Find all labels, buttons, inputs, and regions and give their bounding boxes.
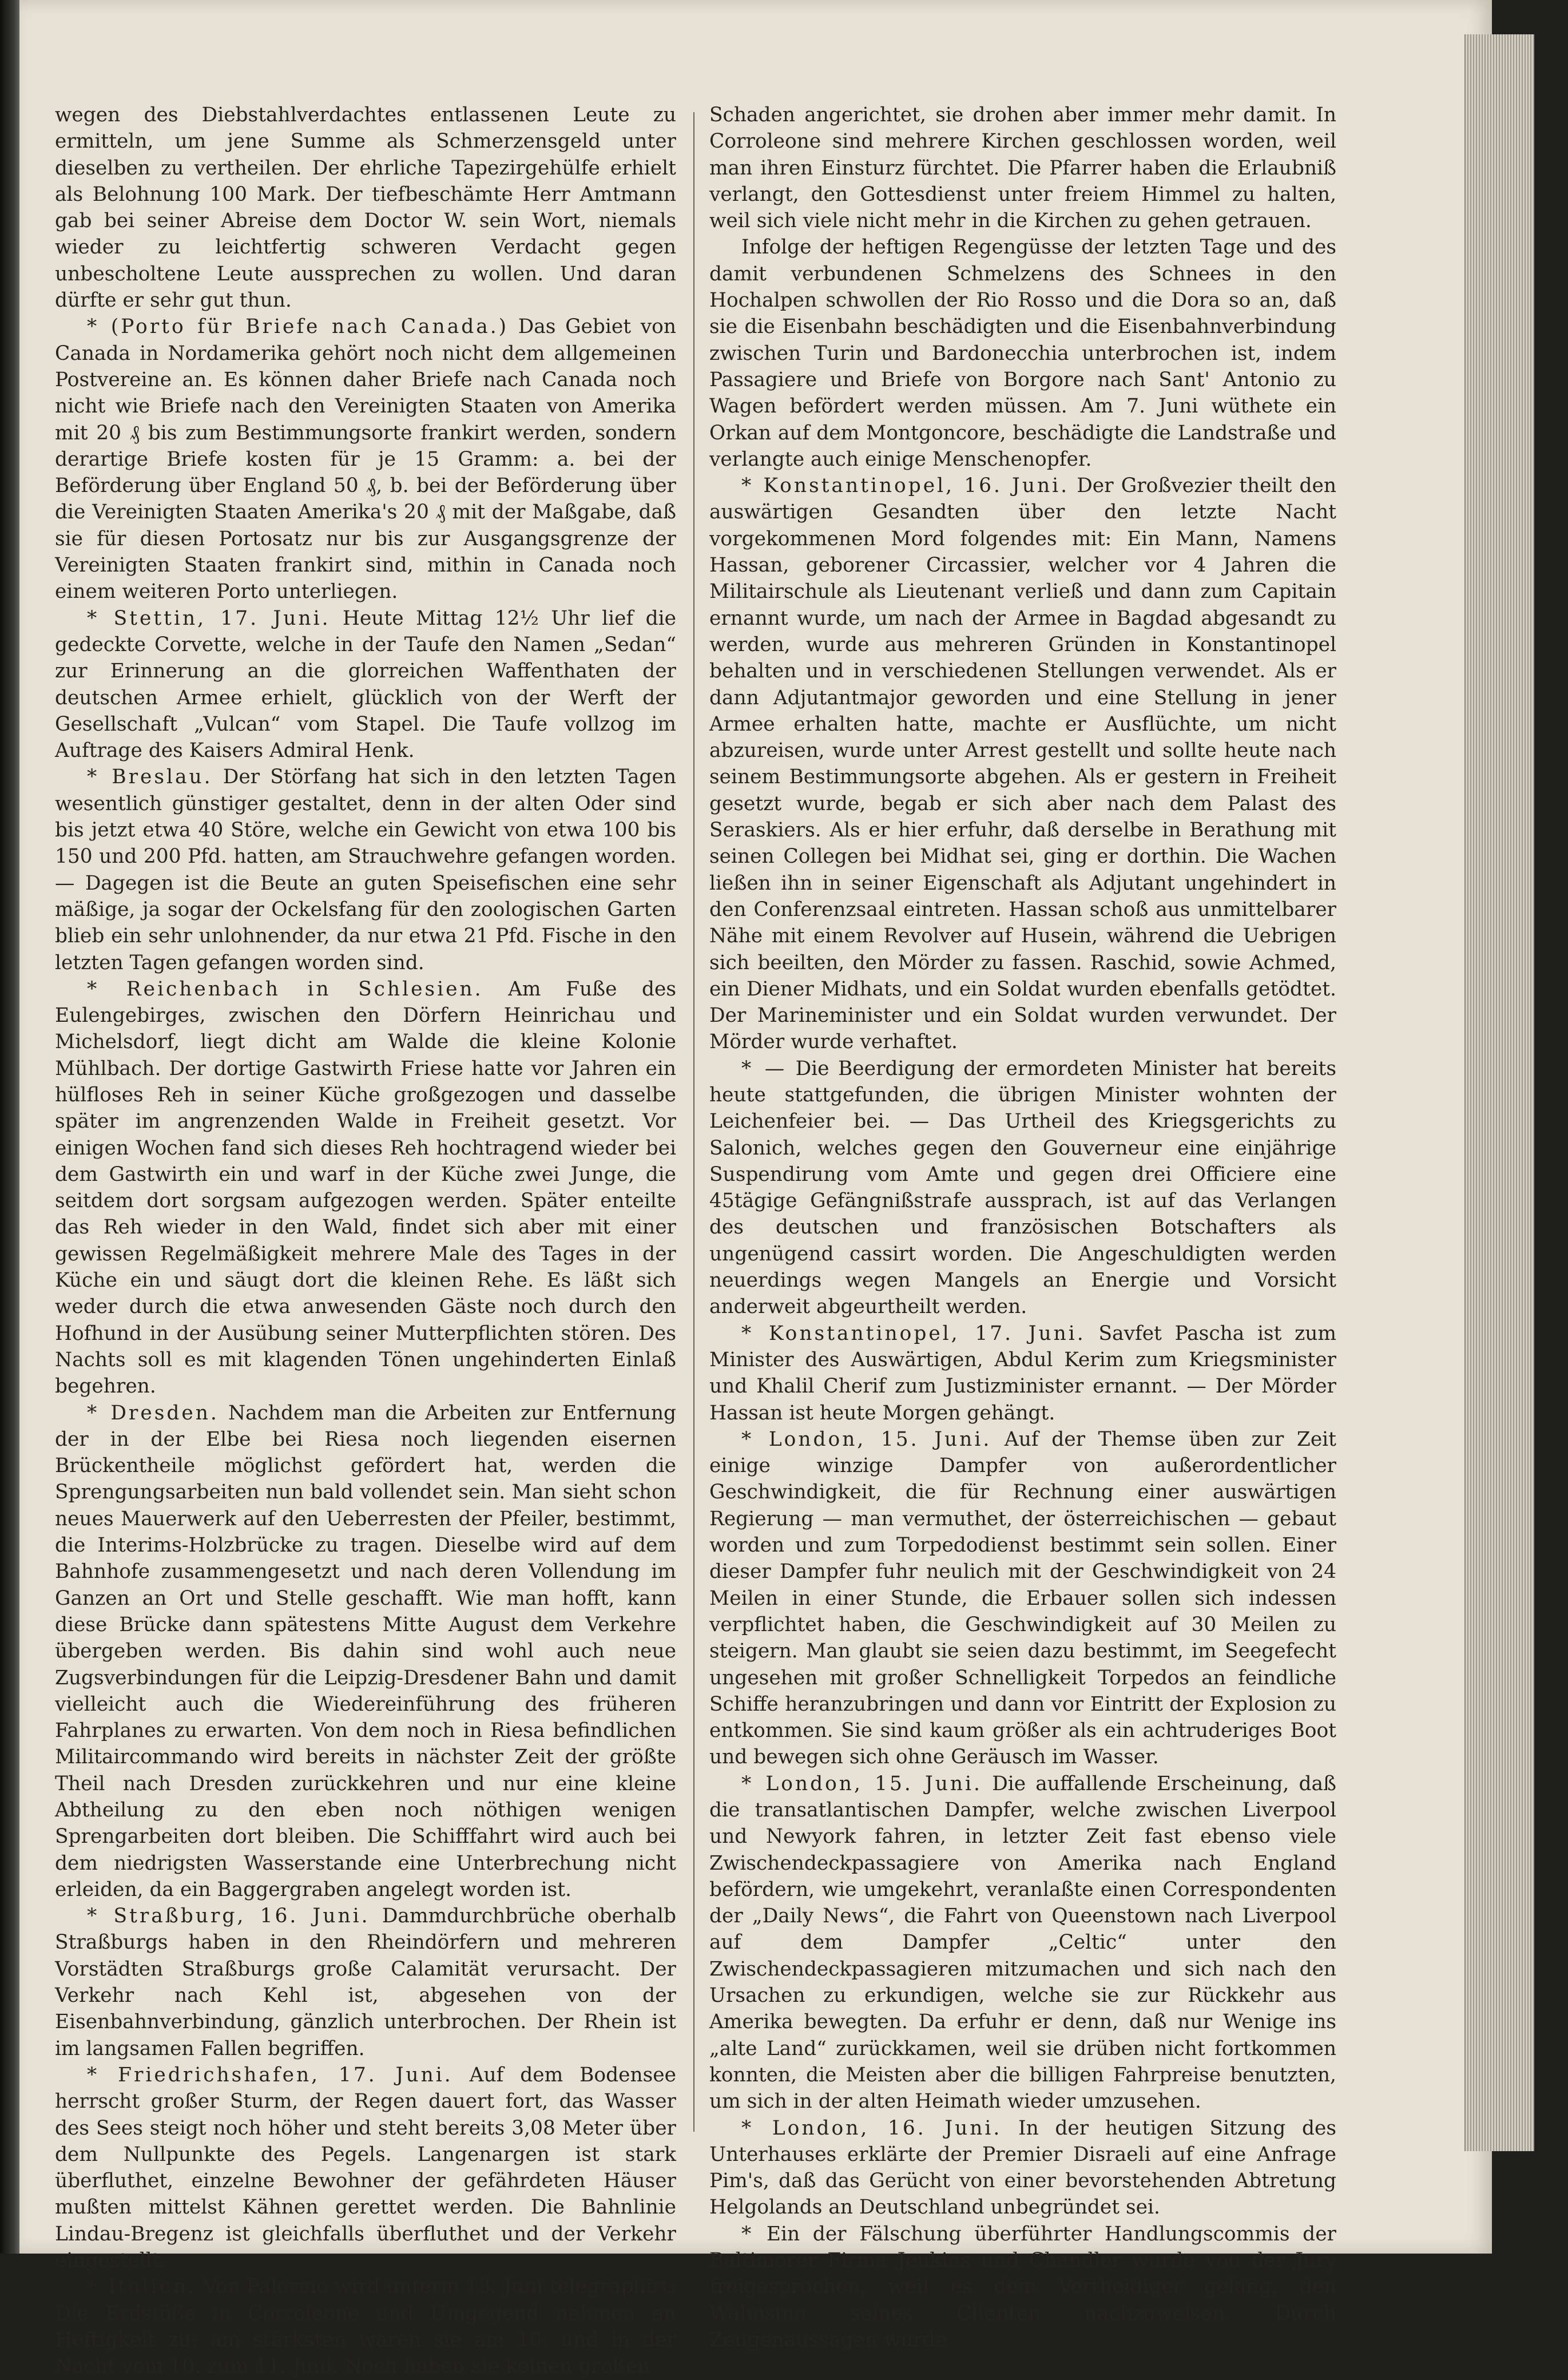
article-paragraph: * Reichenbach in Schlesien. Am Fuße des Eulengebirges, zwischen den Dörfern Heinrichau und Michelsdorf, liegt dicht am Walde die kleine Kolonie Mühlbach. Der dortige Gastwirth Friese hatte vor Jahren ein hülfloses Reh in seiner Küche großgezogen und dasselbe später im angrenzenden Walde in Freiheit gesetzt. Vor einigen Wochen fand sich dieses Reh hochtragend wieder bei dem Gastwirth ein und warf in der Küche zwei Junge, die seitdem dort sorgsam aufgezogen werden. Später enteilte das Reh wieder in den Wald, findet sich aber mit einer gewissen Regelmäßigkeit mehrere Male des Tages in der Küche ein und säugt dort die kleinen Rehe. Es läßt sich weder durch die etwa anwesenden Gäste noch durch den Hofhund in der Ausübung seiner Mutterpflichten stören. Des Nachts soll es mit klagenden Tönen ungehinderten Einlaß begehren. xyxy=(55,977,676,1398)
article-dateline: * Konstantinopel, 16. Juni. xyxy=(741,474,1070,498)
article-paragraph: Schaden angerichtet, sie drohen aber immer mehr damit. In Corroleone sind mehrere Kirchen geschlossen worden, weil man ihren Einsturz fürchtet. Die Pfarrer haben die Erlaubniß verlangt, den Gottesdienst unter freiem Himmel zu halten, weil sich viele nicht mehr in die Kirchen zu gehen getrauen. xyxy=(709,104,1336,233)
article-dateline: * London, 16. Juni. xyxy=(741,2116,1002,2140)
article-paragraph: * London, 15. Juni. Auf der Themse üben zur Zeit einige winzige Dampfer von außerordentlicher Geschwindigkeit, die für Rechnung einer auswärtigen Regierung — man vermuthet, der österreichischen — gebaut worden und zum Torpedodienst bestimmt sein sollen. Einer dieser Dampfer fuhr neulich mit der Geschwindigkeit von 24 Meilen in einer Stunde, die Erbauer sollen sich indessen verpflichtet haben, die Geschwindigkeit auf 30 Meilen zu steigern. Man glaubt sie seien dazu bestimmt, im Seegefecht ungesehen mit großer Schnelligkeit Torpedos an feindliche Schiffe heranzubringen und dann vor Eintritt der Explosion zu entkommen. Sie sind kaum größer als ein achtruderiges Boot und bewegen sich ohne Geräusch im Wasser. xyxy=(709,1427,1336,1769)
article-paragraph: * (Porto für Briefe nach Canada.) Das Gebiet von Canada in Nordamerika gehört noch nicht dem allgemeinen Postvereine an. Es können daher Briefe nach Canada noch nicht wie Briefe nach den Vereinigten Staaten von Amerika mit 20 ₰ bis zum Bestimmungsorte frankirt werden, sondern derartige Briefe kosten für je 15 Gramm: a. bei der Beförderung über England 50 ₰, b. bei der Beförderung über die Vereinigten Staaten Amerika's 20 ₰ mit der Maßgabe, daß sie für diesen Portosatz nur bis zur Ausgangsgrenze der Vereinigten Staaten frankirt sind, mithin in Canada noch einem weiteren Porto unterliegen. xyxy=(55,315,676,604)
article-paragraph: * Italien. Von Palermo wird unterm 13. Juni telegraphirt: Die Erdstöße in Corroleone und Umgegend nehmen an Heftigkeit zu; am stärksten waren sie am 10. und in der Nacht vom 10. zum 11. Juni. Noch haben sie keinen großen xyxy=(55,2275,677,2378)
article-paragraph: wegen des Diebstahlverdachtes entlassenen Leute zu ermitteln, um jene Summe als Schmerzensgeld unter dieselben zu vertheilen. Der ehrliche Tapezirgehülfe erhielt als Belohnung 100 Mark. Der tiefbeschämte Herr Amtmann gab bei seiner Abreise dem Doctor W. sein Wort, niemals wieder zu leichtfertig schweren Verdacht gegen unbescholtene Leute aussprechen zu wollen. Und daran dürfte er sehr gut thun. xyxy=(55,104,676,312)
article-dateline: * (Porto für Briefe nach Canada.) xyxy=(87,315,509,339)
article-dateline: * Breslau. xyxy=(87,765,213,789)
article-paragraph: * Straßburg, 16. Juni. Dammdurchbrüche oberhalb Straßburgs haben in den Rheindörfern und mehreren Vorstädten Straßburgs große Calamität verursacht. Der Verkehr nach Kehl ist, abgesehen von der Eisenbahnverbindung, gänzlich unterbrochen. Der Rhein ist im langsamen Fallen begriffen. xyxy=(55,1905,676,2060)
article-dateline: * xyxy=(741,2222,754,2246)
article-paragraph: * Ein der Fälschung überführter Handlungscommis der Baltimorer Firma Jenkins und Chandler wurde von der Jury freigesprochen, weil es dem Vertheidiger gelang, den Wahnsinn seines Clienten nachzuweisen. Durch Zeugenaussagen wurde xyxy=(709,2222,1336,2351)
article-dateline: * Dresden. xyxy=(87,1401,219,1425)
article-dateline: * London, 15. Juni. xyxy=(741,1772,982,1795)
article-paragraph: * Breslau. Der Störfang hat sich in den letzten Tagen wesentlich günstiger gestaltet, denn in der alten Oder sind bis jetzt etwa 40 Störe, welche ein Gewicht von etwa 100 bis 150 und 200 Pfd. hatten, am Strauchwehre gefangen worden. — Dagegen ist die Beute an guten Speisefischen eine sehr mäßige, ja sogar der Ockelsfang für den zoologischen Garten blieb ein sehr unlohnender, da nur etwa 21 Pfd. Fische in den letzten Tagen gefangen worden sind. xyxy=(55,765,676,974)
article-dateline: * Stettin, 17. Juni. xyxy=(87,606,331,630)
article-paragraph: * Dresden. Nachdem man die Arbeiten zur Entfernung der in der Elbe bei Riesa noch liegenden eisernen Brückentheile möglichst gefördert hat, werden die Sprengungsarbeiten nun bald vollendet sein. Man sieht schon neues Mauerwerk auf den Ueberresten der Pfeiler, bestimmt, die Interims-Holzbrücke zu tragen. Dieselbe wird auf dem Bahnhofe zusammengesetzt und nach deren Vollendung im Ganzen an Ort und Stelle geschafft. Wie man hofft, kann diese Brücke dann spätestens Mitte August dem Verkehre übergeben werden. Bis dahin sind wohl auch neue Zugsverbindungen für die Leipzig-Dresdener Bahn und damit vielleicht auch die Wiedereinführung des früheren Fahrplanes zu erwarten. Von dem noch in Riesa befindlichen Militaircommando wird bereits in nächster Zeit der größte Theil nach Dresden zurückkehren und nur eine kleine Abtheilung zu den eben noch nöthigen wenigen Sprengarbeiten dort bleiben. Die Schifffahrt wird auch bei dem niedrigsten Wasserstande eine Unterbrechung nicht erleiden, da ein Baggergraben angelegt worden ist. xyxy=(55,1401,677,1901)
column-divider xyxy=(693,112,694,2132)
article-dateline: * Konstantinopel, 17. Juni. xyxy=(741,1322,1086,1345)
article-dateline: * Straßburg, 16. Juni. xyxy=(87,1905,370,1928)
article-paragraph: * London, 15. Juni. Die auffallende Erscheinung, daß die transatlantischen Dampfer, welche zwischen Liverpool und Newyork fahren, in letzter Zeit fast ebenso viele Zwischendeckpassagiere von Amerika nach England befördern, wie umgekehrt, veranlaßte einen Correspondenten der „Daily News“, die Fahrt von Queenstown nach Liverpool auf dem Dampfer „Celtic“ unter den Zwischendeckpassagieren mitzumachen und sich nach den Ursachen zu erkundigen, welche sie zur Rückkehr aus Amerika bewegten. Da erfuhr er denn, daß nur Wenige ins „alte Land“ zurückkamen, weil sie drüben nicht fortkommen konnten, die Meisten aber die billigen Fahrpreise benutzten, um sich in der alten Heimath wieder umzusehen. xyxy=(709,1772,1336,2113)
article-paragraph: * Friedrichshafen, 17. Juni. Auf dem Bodensee herrscht großer Sturm, der Regen dauert fort, das Wasser des Sees steigt noch höher und steht bereits 3,08 Meter über dem Nullpunkte des Pegels. Langenargen ist stark überfluthet, einzelne Bewohner der gefährdeten Häuser mußten mittelst Kähnen gerettet werden. Die Bahnlinie Lindau-Bregenz ist gleichfalls überfluthet und der Verkehr eingestellt. xyxy=(55,2063,677,2272)
article-paragraph: * Konstantinopel, 16. Juni. Der Großvezier theilt den auswärtigen Gesandten über den letzte Nacht vorgekommenen Mord folgendes mit: Ein Mann, Namens Hassan, geborener Circassier, welcher vor 4 Jahren die Militairschule als Lieutenant verließ und dann zum Capitain ernannt wurde, um nach der Armee in Bagdad abgesandt zu werden, wurde aus mehreren Gründen in Konstantinopel behalten und in verschiedenen Stellungen verwendet. Als er dann Adjutantmajor geworden und eine Stellung in jener Armee erhalten hatte, machte er Ausflüchte, um nicht abzureisen, wurde unter Arrest gestellt und sollte heute nach seinem Bestimmungsorte abgehen. Als er gestern in Freiheit gesetzt wurde, begab er sich aber nach dem Palast des Seraskiers. Als er hier erfuhr, daß derselbe in Berathung mit seinen Collegen bei Midhat sei, ging er dorthin. Die Wachen ließen ihn in seiner Eigenschaft als Adjutant ungehindert in den Conferenzsaal eintreten. Hassan schoß aus unmittelbarer Nähe mit einem Revolver auf Husein, während die Uebrigen sich beeilten, den Mörder zu fassen. Raschid, sowie Achmed, ein Diener Midhats, und ein Soldat wurden ebenfalls getödtet. Der Marineminister und ein Soldat wurden verwundet. Der Mörder wurde verhaftet. xyxy=(709,474,1336,1054)
article-dateline: * — xyxy=(741,1057,787,1080)
article-paragraph: * Stettin, 17. Juni. Heute Mittag 12½ Uhr lief die gedeckte Corvette, welche in der Taufe den Namen „Sedan“ zur Erinnerung an die glorreichen Waffenthaten der deutschen Armee erhielt, glücklich von der Werft der Gesellschaft „Vulcan“ vom Stapel. Die Taufe vollzog im Auftrage des Kaisers Admiral Henk. xyxy=(55,606,676,763)
right-column xyxy=(709,102,1336,2353)
article-dateline: * Friedrichshafen, 17. Juni. xyxy=(87,2063,453,2087)
article-dateline: * Italien. xyxy=(87,2275,197,2299)
article-dateline: * London, 15. Juni. xyxy=(741,1427,992,1451)
article-paragraph: * — Die Beerdigung der ermordeten Minister hat bereits heute stattgefunden, die übrigen Minister wohnten der Leichenfeier bei. — Das Urtheil des Kriegsgerichts zu Salonich, welches gegen den Gouverneur eine einjährige Suspendirung vom Amte und gegen drei Officiere eine 45tägige Gefängnißstrafe aussprach, ist auf das Verlangen des deutschen und französischen Botschafters als ungenügend cassirt worden. Die Angeschuldigten werden neuerdings wegen Mangels an Energie und Vorsicht anderweit abgeurtheilt werden. xyxy=(709,1057,1336,1319)
article-dateline: * Reichenbach in Schlesien. xyxy=(87,977,483,1001)
article-paragraph: * Konstantinopel, 17. Juni. Savfet Pascha ist zum Minister des Auswärtigen, Abdul Kerim zum Kriegsminister und Khalil Cherif zum Justizminister ernannt. — Der Mörder Hassan ist heute Morgen gehängt. xyxy=(709,1322,1336,1425)
left-column xyxy=(55,102,676,2380)
page-edges xyxy=(1464,34,1534,2151)
article-paragraph: Infolge der heftigen Regengüsse der letzten Tage und des damit verbundenen Schmelzens des Schnees in den Hochalpen schwollen der Rio Rosso und die Dora so an, daß sie die Eisenbahn beschädigten und die Eisenbahnverbindung zwischen Turin und Bardonecchia unterbrochen ist, indem Passagiere und Briefe von Borgore nach Sant' Antonio zu Wagen befördert werden müssen. Am 7. Juni wüthete ein Orkan auf dem Montgoncore, beschädigte die Landstraße und verlangte auch einige Menschenopfer. xyxy=(709,236,1336,471)
article-paragraph: * London, 16. Juni. In der heutigen Sitzung des Unterhauses erklärte der Premier Disraeli auf eine Anfrage Pim's, daß das Gerücht von einer bevorstehenden Abtretung Helgolands an Deutschland unbegründet sei. xyxy=(709,2116,1336,2219)
